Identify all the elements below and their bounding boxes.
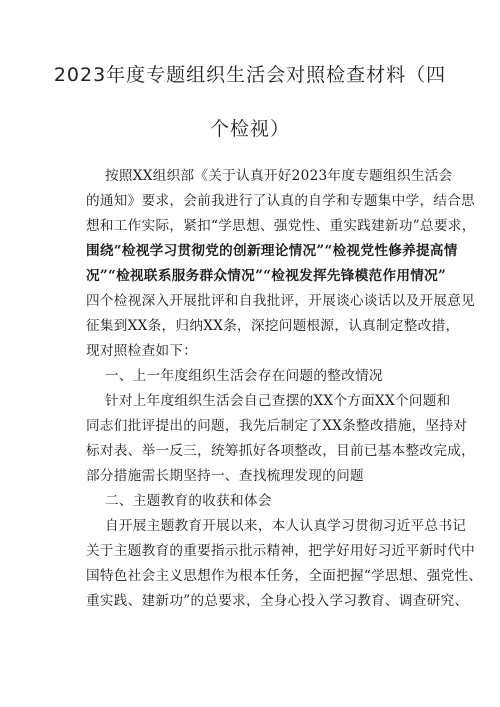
paragraph-3-line: 自开展主题教育开展以来，本人认真学习贯彻习近平总书记 [105,518,467,534]
paragraph-2-line: 同志们批评提出的问题，我先后制定了XX条整改措施，坚持对 [86,418,468,434]
paragraph-1-line: 按照XX组织部《关于认真开好2023年度专题组织生活会 [105,168,453,184]
paragraph-3-line: 关于主题教育的重要指示批示精神，把学好用好习近平新时代中 [86,543,476,559]
paragraph-1-line: 的通知》要求，会前我进行了认真的自学和专题集中学，结合思 [86,193,476,209]
paragraph-3-line: 国特色社会主义思想作为根本任务，全面把握“学思想、强党性、 [86,568,483,584]
section-heading-2: 二、主题教育的收获和体会 [105,493,272,509]
paragraph-1-line: 现对照检查如下： [86,343,198,359]
paragraph-3-line: 重实践、建新功”的总要求，全身心投入学习教育、调查研究、 [86,593,469,609]
paragraph-1-line: 想和工作实际，紧扣“学思想、强党性、重实践建新功”总要求， [86,218,476,234]
paragraph-1-line: 围绕“检视学习贯彻党的创新理论情况”“检视党性修养提高情 [86,243,458,259]
paragraph-2-line: 针对上年度组织生活会自己查摆的XX个方面XX个问题和 [105,393,451,409]
document-title-line-2: 个检视） [209,118,290,140]
paragraph-1-line: 况”“检视联系服务群众情况”“检视发挥先锋模范作用情况” [86,268,447,284]
section-heading-1: 一、上一年度组织生活会存在问题的整改情况 [105,368,383,384]
paragraph-1-line: 征集到XX条，归纳XX条，深挖问题根源，认真制定整改措， [86,318,460,334]
paragraph-1-line: 四个检视深入开展批评和自我批评，开展谈心谈话以及开展意见 [86,293,476,309]
paragraph-2-line: 标对表、举一反三，统筹抓好各项整改，目前已基本整改完成， [86,443,476,459]
document-title-line-1: 2023年度专题组织生活会对照检查材料（四 [53,64,447,86]
paragraph-2-line: 部分措施需长期坚持一、查找梳理发现的问题 [86,468,364,484]
